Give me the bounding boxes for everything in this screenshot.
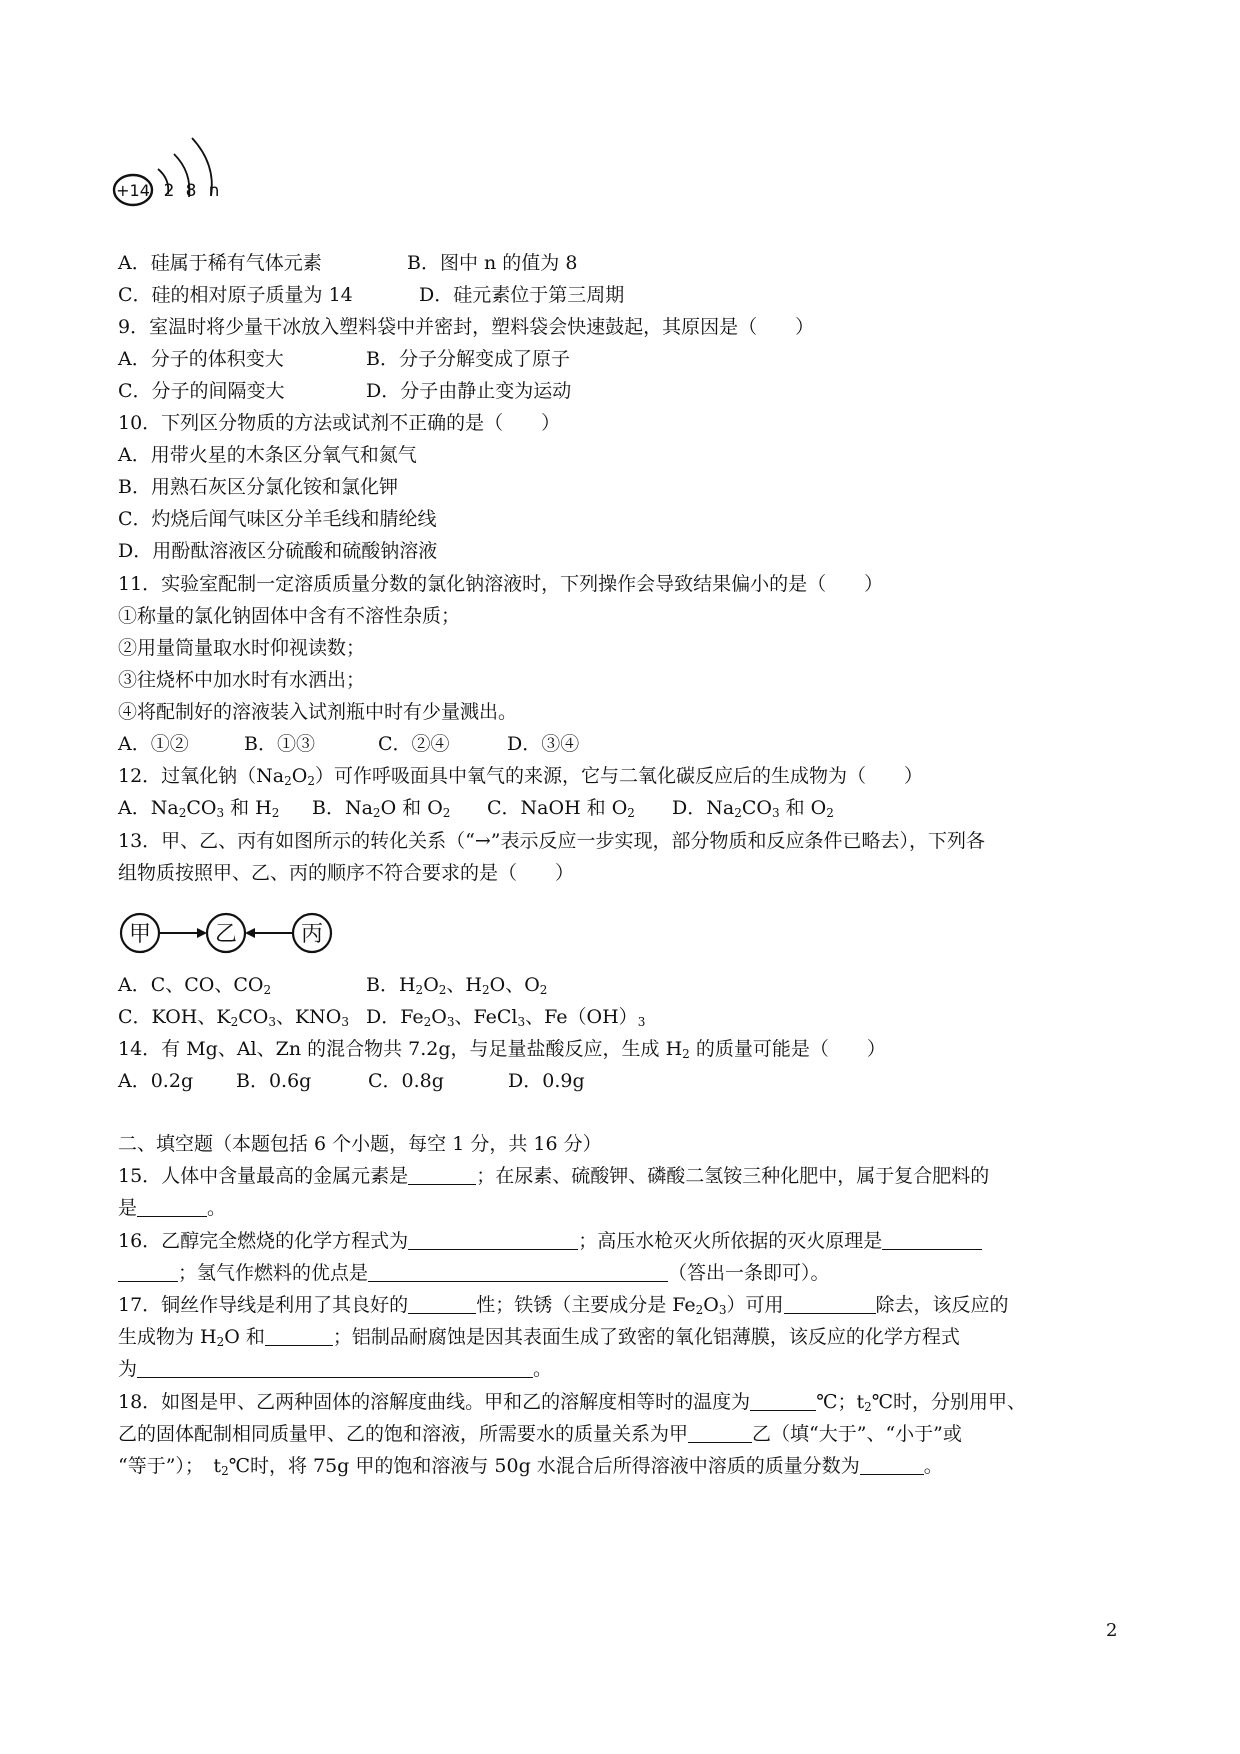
q18-blank-1[interactable] xyxy=(750,1392,816,1411)
q11-option-b: B．①③ xyxy=(244,733,315,755)
q9-option-b: B．分子分解变成了原子 xyxy=(366,348,570,370)
q14-option-a: A．0.2g xyxy=(118,1070,194,1092)
q17-line-3: 为 。 xyxy=(118,1358,553,1380)
q17-line-2: 生成物为 $H_2O$ 和 ；铝制品耐腐蚀是因其表面生成了致密的氧化铝薄膜，该反应的化学方程式 xyxy=(118,1326,960,1349)
q18-line-1: 18．如图是甲、乙两种固体的溶解度曲线。甲和乙的溶解度相等时的温度为 ℃；$t_2℃$时，分别用甲、 xyxy=(118,1391,1026,1414)
q13-option-a: A．C、CO、$CO_2$ xyxy=(118,974,272,997)
q16-blank-2b[interactable] xyxy=(118,1263,178,1282)
q17-line-1: 17．铜丝作导线是利用了其良好的 性；铁锈（主要成分是 $Fe_2O_3$）可用 除去，该反应的 xyxy=(118,1294,1009,1317)
q17-blank-3[interactable] xyxy=(265,1327,333,1346)
q9-option-d: D．分子由静止变为运动 xyxy=(366,380,572,402)
q12-option-b: B．$Na_2O$ 和 $O_2$ xyxy=(312,797,451,820)
q13-stem-line-2: 组物质按照甲、乙、丙的顺序不符合要求的是（ ） xyxy=(118,862,575,884)
q11-option-c: C．②④ xyxy=(378,733,450,755)
q12-option-d: D．$Na_2CO_3$ 和 $O_2$ xyxy=(672,797,834,820)
q14-option-b: B．0.6g xyxy=(236,1070,312,1092)
q8-option-a: A．硅属于稀有气体元素 xyxy=(118,252,322,274)
q16-blank-2a[interactable] xyxy=(882,1231,982,1250)
q11-item-2: ②用量筒量取水时仰视读数； xyxy=(118,637,366,659)
q18-line-2: 乙的固体配制相同质量甲、乙的饱和溶液，所需要水的质量关系为甲 乙（填“大于”、“小于”或 xyxy=(118,1423,962,1445)
q8-option-b: B．图中 n 的值为 8 xyxy=(407,252,578,274)
q10-option-a: A．用带火星的木条区分氧气和氮气 xyxy=(118,444,417,466)
shell-electrons-3: n xyxy=(208,181,220,201)
q11-stem: 11．实验室配制一定溶质质量分数的氯化钠溶液时，下列操作会导致结果偏小的是（ ） xyxy=(118,573,884,595)
q14-stem: 14．有 Mg、Al、Zn 的混合物共 7.2g，与足量盐酸反应，生成 $H_2$ 的质量可能是（ ） xyxy=(118,1038,886,1061)
q18-blank-3[interactable] xyxy=(860,1456,924,1475)
q14-option-c: C．0.8g xyxy=(368,1070,444,1092)
q16-line-1: 16．乙醇完全燃烧的化学方程式为 ；高压水枪灭火所依据的灭火原理是 xyxy=(118,1229,982,1253)
q18-blank-2[interactable] xyxy=(688,1424,752,1443)
q9-option-a: A．分子的体积变大 xyxy=(118,348,284,370)
q11-item-3: ③往烧杯中加水时有水洒出； xyxy=(118,669,366,691)
q8-option-c: C．硅的相对原子质量为 14 xyxy=(118,284,353,306)
node-jia: 甲 xyxy=(128,922,152,947)
q16-blank-1[interactable] xyxy=(408,1231,578,1250)
q10-option-c: C．灼烧后闻气味区分羊毛线和腈纶线 xyxy=(118,508,437,530)
q15-line-2: 是 。 xyxy=(118,1197,227,1219)
q9-option-c: C．分子的间隔变大 xyxy=(118,380,285,402)
atom-structure-diagram xyxy=(108,130,248,215)
shell-electrons-2: 8 xyxy=(185,181,197,201)
q11-item-1: ①称量的氯化钠固体中含有不溶性杂质； xyxy=(118,605,461,627)
q16-line-2: ；氢气作燃料的优点是 （答出一条即可）。 xyxy=(118,1261,830,1285)
node-bing: 丙 xyxy=(300,922,324,947)
q17-blank-1[interactable] xyxy=(408,1295,476,1314)
q14-option-d: D．0.9g xyxy=(508,1070,585,1092)
q12-stem: 12．过氧化钠$(Na_2O_2)$可作呼吸面具中氧气的来源，它与二氧化碳反应后的生成物为（ ） xyxy=(118,765,924,788)
q9-stem: 9．室温时将少量干冰放入塑料袋中并密封，塑料袋会快速鼓起，其原因是（ ） xyxy=(118,316,815,338)
q16-blank-3[interactable] xyxy=(368,1263,668,1282)
page-number: 2 xyxy=(1106,1620,1118,1641)
q13-option-d: D．$Fe_2O_3$、FeCl$_3$、$Fe(OH)_3$ xyxy=(366,1006,646,1029)
q11-option-a: A．①② xyxy=(118,733,189,755)
q17-blank-4[interactable] xyxy=(137,1359,533,1378)
conversion-diagram xyxy=(116,908,336,958)
q10-stem: 10．下列区分物质的方法或试剂不正确的是（ ） xyxy=(118,412,561,434)
q13-option-c: C．KOH、$K_2CO_3$、$KNO_3$ xyxy=(118,1006,350,1029)
q12-option-c: C．NaOH 和 $O_2$ xyxy=(487,797,635,820)
q13-stem-line-1: 13．甲、乙、丙有如图所示的转化关系（“→”表示反应一步实现，部分物质和反应条件已略去），下列各 xyxy=(118,830,986,852)
q11-item-4: ④将配制好的溶液装入试剂瓶中时有少量溅出。 xyxy=(118,701,518,723)
q15-blank-2[interactable] xyxy=(137,1198,207,1217)
q15-line-1: 15．人体中含量最高的金属元素是 ；在尿素、硫酸钾、磷酸二氢铵三种化肥中，属于复合肥料的 xyxy=(118,1165,990,1187)
q12-option-a: A．$Na_2CO_3$ 和 $H_2$ xyxy=(118,797,280,820)
q11-option-d: D．③④ xyxy=(507,733,580,755)
node-yi: 乙 xyxy=(214,922,238,947)
q15-blank-1[interactable] xyxy=(408,1166,476,1185)
nucleus-charge: +14 xyxy=(116,181,150,200)
q10-option-b: B．用熟石灰区分氯化铵和氯化钾 xyxy=(118,476,398,498)
shell-electrons-1: 2 xyxy=(163,181,175,201)
section-2-heading: 二、填空题（本题包括 6 个小题，每空 1 分，共 16 分） xyxy=(118,1133,602,1155)
q13-option-b: B．$H_2O_2$、$H_2O$、$O_2$ xyxy=(366,974,548,997)
q8-option-d: D．硅元素位于第三周期 xyxy=(419,284,625,306)
q10-option-d: D．用酚酞溶液区分硫酸和硫酸钠溶液 xyxy=(118,540,438,562)
q17-blank-2[interactable] xyxy=(784,1295,876,1314)
q18-line-3: “等于”）； $t_2℃$时，将 75g 甲的饱和溶液与 50g 水混合后所得溶液中溶质的质量分数为 。 xyxy=(118,1455,943,1478)
